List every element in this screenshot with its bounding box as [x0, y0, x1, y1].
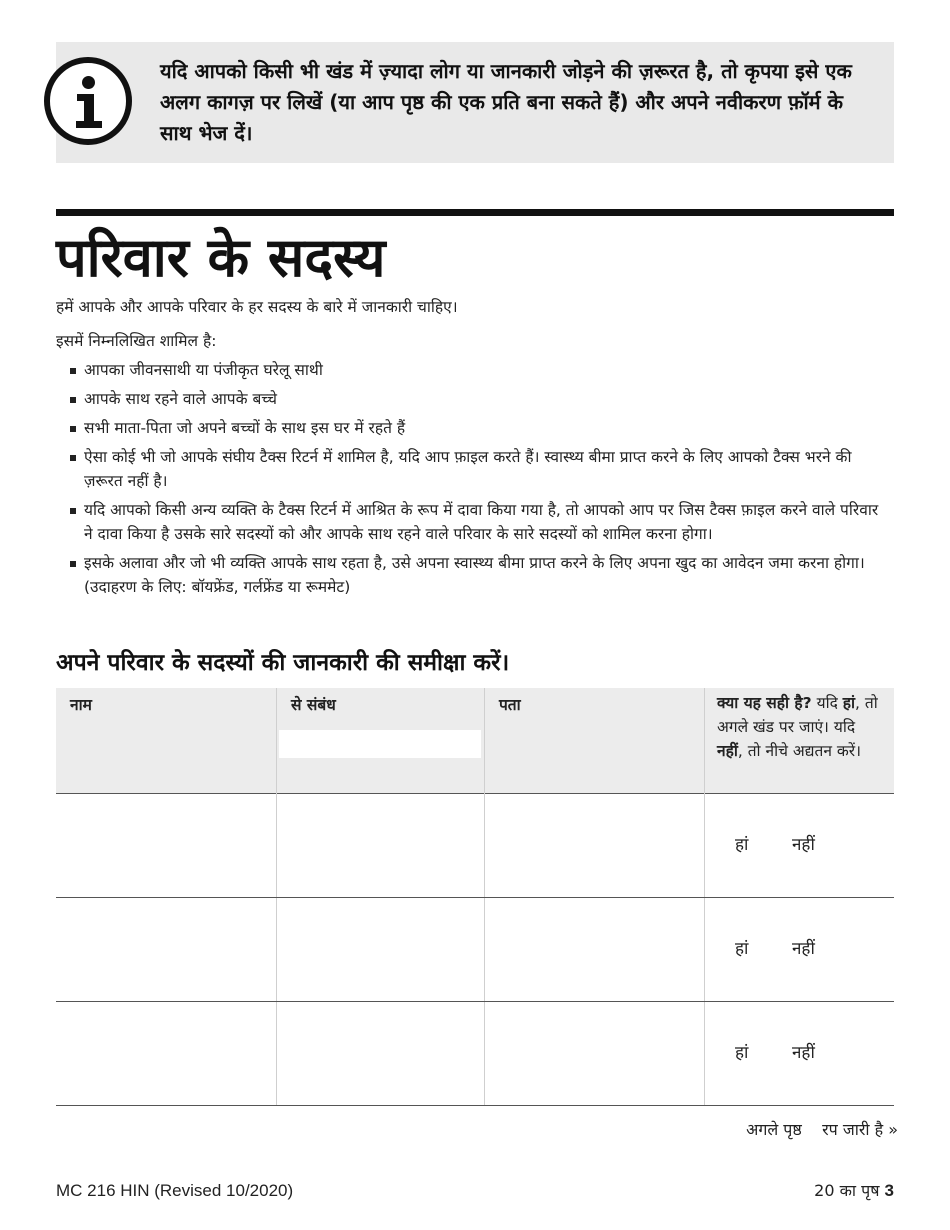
header-name: नाम [70, 696, 92, 714]
name-cell[interactable] [56, 1002, 276, 1105]
header-relation [276, 688, 484, 794]
relation-blank-field[interactable] [279, 730, 481, 758]
notice-text: यदि आपको किसी भी खंड में ज़्यादा लोग या जानकारी जोड़ने की ज़रूरत है, तो कृपया इसे एक अलग कागज़ पर लिखें (या आप पृष्ठ की एक प्रति बना सकते हैं) और अपने नवीकरण फ़ॉर्म के साथ भेज दें। [160, 59, 852, 145]
no-option[interactable]: नहीं [792, 835, 815, 855]
list-item: ऐसा कोई भी जो आपके संघीय टैक्स रिटर्न में शामिल है, यदि आप फ़ाइल करते हैं। स्वास्थ्य बीमा प्राप्त करने के लिए आपको टैक्स भरने की ज़रूरत नहीं है। [70, 445, 890, 493]
header-correct: क्या यह सही है? यदि हां, तो अगले खंड पर जाएं। यदि नहीं, तो नीचे अद्यतन करें। [704, 688, 894, 794]
header-correct-question: क्या यह सही है? [717, 694, 812, 712]
household-members-table [56, 688, 894, 1106]
relation-cell[interactable] [276, 1002, 484, 1105]
yes-option[interactable]: हां [735, 1043, 749, 1063]
header-address: पता [484, 688, 704, 794]
list-item: आपके साथ रहने वाले आपके बच्चे [70, 387, 890, 411]
name-cell[interactable] [56, 794, 276, 897]
no-option[interactable]: नहीं [792, 939, 815, 959]
info-icon [44, 57, 132, 145]
no-option[interactable]: नहीं [792, 1043, 815, 1063]
header-relation-label: से संबंध [291, 696, 336, 714]
address-cell[interactable] [484, 898, 704, 1001]
yes-option[interactable]: हां [735, 939, 749, 959]
address-cell[interactable] [484, 794, 704, 897]
relation-cell[interactable] [276, 794, 484, 897]
address-cell[interactable] [484, 1002, 704, 1105]
list-item: इसके अलावा और जो भी व्यक्ति आपके साथ रहता है, उसे अपना स्वास्थ्य बीमा प्राप्त करने के लिए अपना खुद का आवेदन जमा करना होगा। (उदाहरण के लिए: बॉयफ्रेंड, गर्लफ्रेंड या रूममेट) [70, 551, 890, 599]
correct-cell [704, 898, 894, 1001]
correct-cell [704, 794, 894, 897]
form-id: MC 216 HIN (Revised 10/2020) [56, 1181, 294, 1200]
member-criteria-list [70, 358, 890, 604]
intro-includes: इसमें निम्नलिखित शामिल है: [56, 332, 217, 350]
page-number: 20 का पृष 3 [814, 1181, 894, 1200]
list-item: सभी माता-पिता जो अपने बच्चों के साथ इस घर में रहते हैं [70, 416, 890, 440]
continued-next-page: अगले पृष्ठ रप जारी है » [746, 1120, 898, 1139]
section-title: अपने परिवार के सदस्यों की जानकारी की समीक्षा करें। [56, 650, 510, 676]
table-row [56, 1002, 894, 1106]
list-item: यदि आपको किसी अन्य व्यक्ति के टैक्स रिटर्न में आश्रित के रूप में दावा किया गया है, तो आपको आप पर जिस टैक्स फ़ाइल करने वाले परिवार ने दावा किया है उसके सारे सदस्यों को और आपके साथ रहने वाले परिवार के सारे सदस्यों को शामिल करना होगा। [70, 498, 890, 546]
name-cell[interactable] [56, 898, 276, 1001]
table-row [56, 794, 894, 898]
table-row [56, 898, 894, 1002]
relation-cell[interactable] [276, 898, 484, 1001]
table-header [56, 688, 894, 794]
page-title: परिवार के सदस्य [56, 226, 386, 289]
correct-cell [704, 1002, 894, 1105]
yes-option[interactable]: हां [735, 835, 749, 855]
list-item: आपका जीवनसाथी या पंजीकृत घरेलू साथी [70, 358, 890, 382]
section-divider [56, 209, 894, 216]
intro-text: हमें आपके और आपके परिवार के हर सदस्य के बारे में जानकारी चाहिए। [56, 298, 458, 316]
